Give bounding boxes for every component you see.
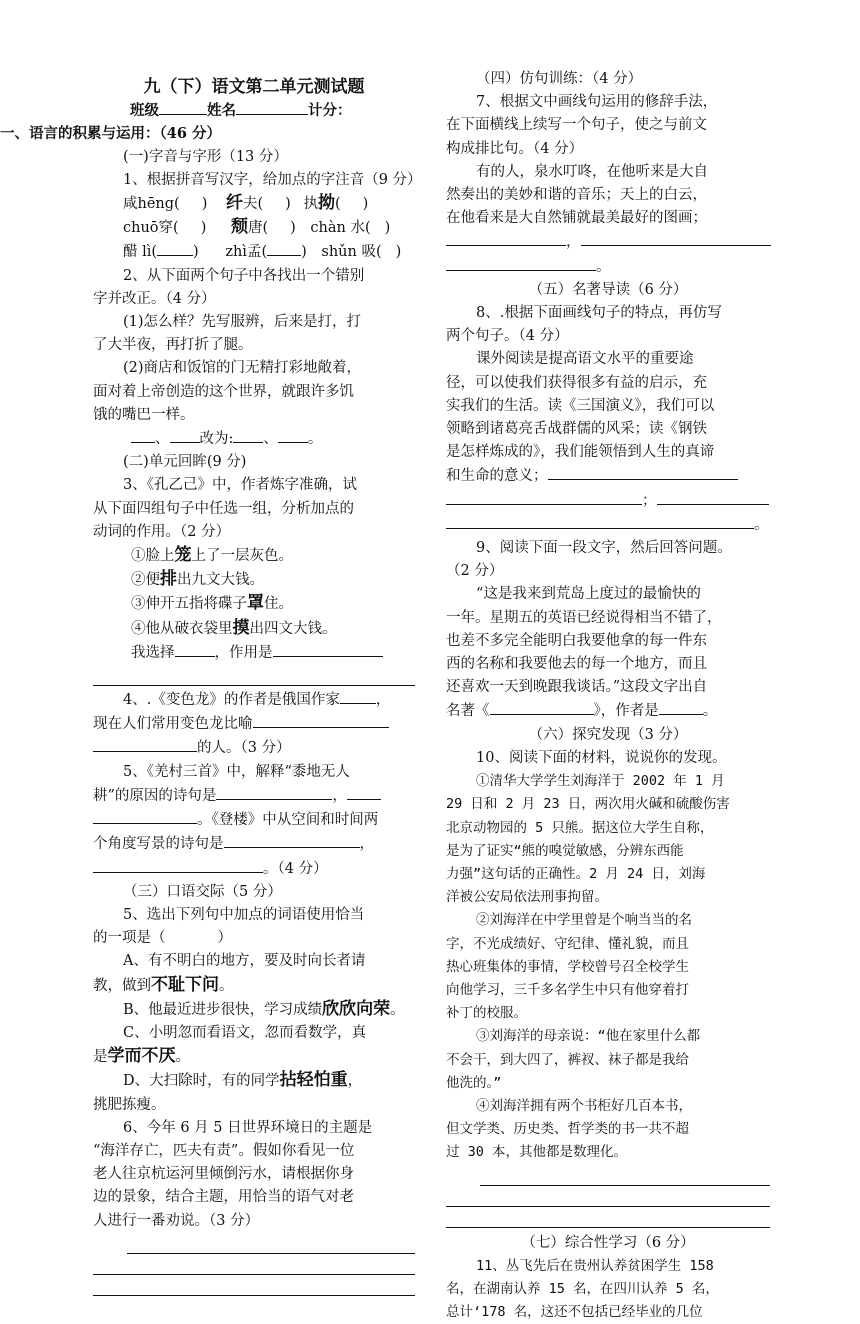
answer-blank[interactable] xyxy=(233,427,263,443)
answer-line: 、 改为: 、 。 xyxy=(93,427,415,451)
answer-blank[interactable] xyxy=(446,230,566,246)
material-text: 北京动物园的 5 只熊。据这位大学生自称， xyxy=(446,819,714,836)
question-text: 5、选出下列句中加点的词语使用恰当 xyxy=(123,906,365,923)
answer-blank[interactable] xyxy=(93,857,263,873)
material-text: 总计‘178 名，这还不包括已经毕业的几位 xyxy=(446,1304,703,1321)
question-text: 人进行一番劝说。（3 分） xyxy=(93,1212,260,1229)
name-label: 姓名 xyxy=(207,102,236,120)
material-text: 补丁的校服。 xyxy=(446,1005,527,1022)
material-text: ②刘海洋在中学里曾是个响当当的名 xyxy=(476,912,692,929)
material-text: ③刘海洋的母亲说：“他在家里什么都 xyxy=(476,1028,701,1045)
option-text: ④他从破衣袋里摸出四文大钱。 xyxy=(131,617,337,638)
question-text: 从下面四组句子中任选一组，分析加点的 xyxy=(93,500,354,517)
question-text: 2、从下面两个句子中各找出一个错别 xyxy=(123,267,365,284)
material-text: 力强”这句话的正确性。2 月 24 日，刘海 xyxy=(446,865,706,882)
passage-text: 是怎样炼成的》，我们能领悟到人生的真谛 xyxy=(446,444,715,461)
material-text: ④刘海洋拥有两个书柜好几百本书， xyxy=(476,1097,692,1114)
score-label: 计分： xyxy=(308,102,352,120)
question-text: 的一项是（ ） xyxy=(93,930,232,947)
answer-blank[interactable] xyxy=(657,489,769,505)
question-text: 个角度写景的诗句是 ， xyxy=(93,832,415,856)
answer-blank[interactable] xyxy=(253,712,389,728)
subsection-heading: (二)单元回眸(9 分) xyxy=(123,454,247,471)
answer-line[interactable] xyxy=(446,1186,770,1207)
question-text: 1、根据拼音写汉字，给加点的字注音（9 分） xyxy=(123,171,422,188)
question-text: 3、《孔乙己》中，作者炼字准确，试 xyxy=(123,477,357,494)
answer-blank[interactable] xyxy=(446,255,596,271)
passage-text: 领略到诸葛亮舌战群儒的风采；读《钢铁 xyxy=(446,421,707,438)
passage-text: 也差不多完全能明白我要他拿的每一件东 xyxy=(446,632,707,649)
passage-text: 一年。星期五的英语已经说得相当不错了， xyxy=(446,609,722,626)
material-text: 热心班集体的事情，学校曾号召全校学生 xyxy=(446,958,689,975)
passage-text: 还喜欢一天到晚跟我谈话。”这段文字出自 xyxy=(446,679,708,696)
material-text: 他洗的。” xyxy=(446,1074,502,1091)
answer-blank[interactable] xyxy=(93,736,197,752)
answer-blank[interactable] xyxy=(490,699,594,715)
option-text: A、有不明白的地方，要及时向长者请 xyxy=(123,953,366,970)
question-text: 老人往京杭运河里倾倒污水，请根据你身 xyxy=(93,1166,354,1183)
class-label: 班级 xyxy=(130,102,159,120)
question-text: 边的景象，结合主题，用恰当的语气对老 xyxy=(93,1189,354,1206)
question-text: 耕”的原因的诗句是 ， xyxy=(93,784,415,808)
answer-blank[interactable] xyxy=(340,688,376,704)
answer-line: ； xyxy=(446,489,770,513)
subsection-heading: （五）名著导读（6 分） xyxy=(528,281,688,298)
passage-text: “这是我来到荒岛上度过的最愉快的 xyxy=(476,586,701,603)
question-text: “海洋存亡，匹夫有责”。假如你看见一位 xyxy=(93,1142,355,1159)
question-text: 构成排比句。（4 分） xyxy=(446,140,584,157)
answer-line[interactable] xyxy=(446,1207,770,1228)
subsection-heading: （六）探究发现（3 分） xyxy=(528,726,688,743)
question-text: 4、.《变色龙》的作者是俄国作家 ， xyxy=(93,688,415,712)
question-text: 动词的作用。（2 分） xyxy=(93,523,231,540)
answer-line[interactable] xyxy=(93,1275,415,1296)
question-text: 。《登楼》中从空间和时间两 xyxy=(93,808,415,832)
sentence-text: 饿的嘴巴一样。 xyxy=(93,406,195,423)
subsection-heading: (一)字音与字形（13 分） xyxy=(123,148,288,165)
material-text: 是为了证实“熊的嗅觉敏感，分辨东西能 xyxy=(446,842,684,859)
answer-line: 。 xyxy=(446,513,770,537)
passage-text: 然奏出的美妙和谐的音乐；天上的白云， xyxy=(446,187,707,204)
passage-text: 在他看来是大自然铺就最美最好的图画； xyxy=(446,210,707,227)
passage-text: 和生命的意义； xyxy=(446,464,770,488)
answer-blank[interactable] xyxy=(446,513,754,529)
material-text: 29 日和 2 月 23 日，两次用火碱和硫酸伤害 xyxy=(446,796,730,813)
material-text: 过 30 本，其他都是数理化。 xyxy=(446,1144,628,1161)
option-text: B、他最近进步很快，学习成绩欣欣向荣。 xyxy=(123,998,405,1019)
question-text: 8、.根据下面画线句子的特点，再仿写 xyxy=(476,305,722,322)
option-text: 挑肥拣瘦。 xyxy=(93,1096,166,1113)
question-text: 5、《羌村三首》中，解释“黍地无人 xyxy=(123,763,350,780)
question-text: 现在人们常用变色龙比喻 xyxy=(93,712,415,736)
answer-line[interactable] xyxy=(93,1254,415,1275)
material-text: 向他学习，三千多名学生中只有他穿着打 xyxy=(446,981,689,998)
subsection-heading: （七）综合性学习（6 分） xyxy=(521,1234,695,1251)
passage-text: 有的人，泉水叮咚，在他听来是大自 xyxy=(476,163,708,180)
material-text: 洋被公安局依法刑事拘留。 xyxy=(446,889,608,906)
sentence-text: (2)商店和饭馆的门无精打彩地敞着， xyxy=(123,360,362,377)
material-text: 字，不光成绩好、守纪律、懂礼貌，而且 xyxy=(446,935,689,952)
answer-line: ， xyxy=(446,230,770,254)
answer-blank[interactable] xyxy=(175,641,215,657)
answer-line[interactable] xyxy=(127,1233,415,1254)
answer-blank[interactable] xyxy=(278,427,308,443)
pinyin-row: chuō穿( ) 颓唐( ) chàn 水( ) xyxy=(123,217,391,238)
option-text: C、小明忽而看语文，忽而看数学，真 xyxy=(123,1024,367,1041)
class-field[interactable] xyxy=(159,99,207,115)
passage-text: 名著《 》，作者是 。 xyxy=(446,699,770,723)
option-text: ③伸开五指将碟子罩住。 xyxy=(131,593,293,614)
answer-line[interactable] xyxy=(93,665,415,686)
answer-blank[interactable] xyxy=(446,489,642,505)
question-text: 两个句子。（4 分） xyxy=(446,328,569,345)
subsection-heading: （三）口语交际（5 分） xyxy=(123,883,282,900)
question-text: 的人。（3 分） xyxy=(93,736,415,760)
answer-line[interactable] xyxy=(480,1165,770,1186)
option-text: D、大扫除时，有的同学拈轻怕重， xyxy=(123,1070,363,1091)
subsection-heading: （四）仿句训练：（4 分） xyxy=(476,71,643,87)
answer-blank[interactable] xyxy=(93,808,197,824)
material-text: 名，在湖南认养 15 名，在四川认养 5 名， xyxy=(446,1280,719,1297)
material-text: 不会干，到大四了，裤衩、袜子都是我给 xyxy=(446,1051,689,1068)
question-text: 。（4 分） xyxy=(93,857,415,881)
question-text: 字并改正。（4 分） xyxy=(93,290,216,307)
sentence-text: 面对着上帝创造的这个世界，就跟许多饥 xyxy=(93,383,354,400)
answer-line: 。 xyxy=(446,255,770,279)
material-text: 11、丛飞先后在贵州认养贫困学生 158 xyxy=(476,1257,714,1274)
passage-text: 西的名称和我要他去的每一个地方，而且 xyxy=(446,656,707,673)
section-heading: 一、语言的积累与运用：（46 分） xyxy=(0,125,221,143)
sentence-text: 了大半夜，再打折了腿。 xyxy=(93,337,253,354)
question-text: 10、阅读下面的材料，说说你的发现。 xyxy=(476,749,727,766)
answer-blank[interactable] xyxy=(131,427,155,443)
answer-blank[interactable] xyxy=(347,784,381,800)
pinyin-row: 醋 lì( ) zhì孟( ) shǔn 吸( ) xyxy=(93,240,415,264)
answer-blank[interactable] xyxy=(224,832,360,848)
answer-blank[interactable] xyxy=(581,230,771,246)
header-fields xyxy=(93,99,415,122)
option-text: ①脸上笼上了一层灰色。 xyxy=(131,545,293,566)
question-text: 在下面横线上续写一个句子，使之与前文 xyxy=(446,117,707,134)
page-title: 九（下）语文第二单元测试题 xyxy=(143,77,365,97)
passage-text: 实我们的生活。读《三国演义》，我们可以 xyxy=(446,397,715,414)
right-column xyxy=(446,68,770,1324)
option-text: 是学而不厌。 xyxy=(93,1046,190,1067)
option-text: ②便排出九文大钱。 xyxy=(131,569,264,590)
left-column xyxy=(0,68,422,1296)
question-text: 7、根据文中画线句运用的修辞手法， xyxy=(476,94,718,111)
passage-text: 径，可以使我们获得很多有益的启示，充 xyxy=(446,374,707,391)
material-text: ①清华大学学生刘海洋于 2002 年 1 月 xyxy=(476,773,725,790)
material-text: 但文学类、历史类、哲学类的书一共不超 xyxy=(446,1121,689,1138)
sentence-text: (1)怎么样？先写服辨，后来是打，打 xyxy=(123,314,362,331)
passage-text: 课外阅读是提高语文水平的重要途 xyxy=(476,351,694,368)
question-text: 9、阅读下面一段文字，然后回答问题。 xyxy=(476,540,732,557)
name-field[interactable] xyxy=(236,99,308,115)
pinyin-row: 咸hēng( ) 纤夫( ) 执拗( ) xyxy=(123,193,369,214)
answer-blank[interactable] xyxy=(548,464,738,480)
answer-blank[interactable] xyxy=(659,699,703,715)
question-text: 6、今年 6 月 5 日世界环境日的主题是 xyxy=(123,1119,373,1136)
answer-blank[interactable] xyxy=(273,641,383,657)
option-text: 教，做到不耻下问。 xyxy=(93,974,234,995)
answer-blank[interactable] xyxy=(170,427,200,443)
answer-line: 我选择 ，作用是 xyxy=(93,641,415,665)
answer-blank[interactable] xyxy=(216,784,332,800)
question-text: （2 分） xyxy=(446,563,504,580)
